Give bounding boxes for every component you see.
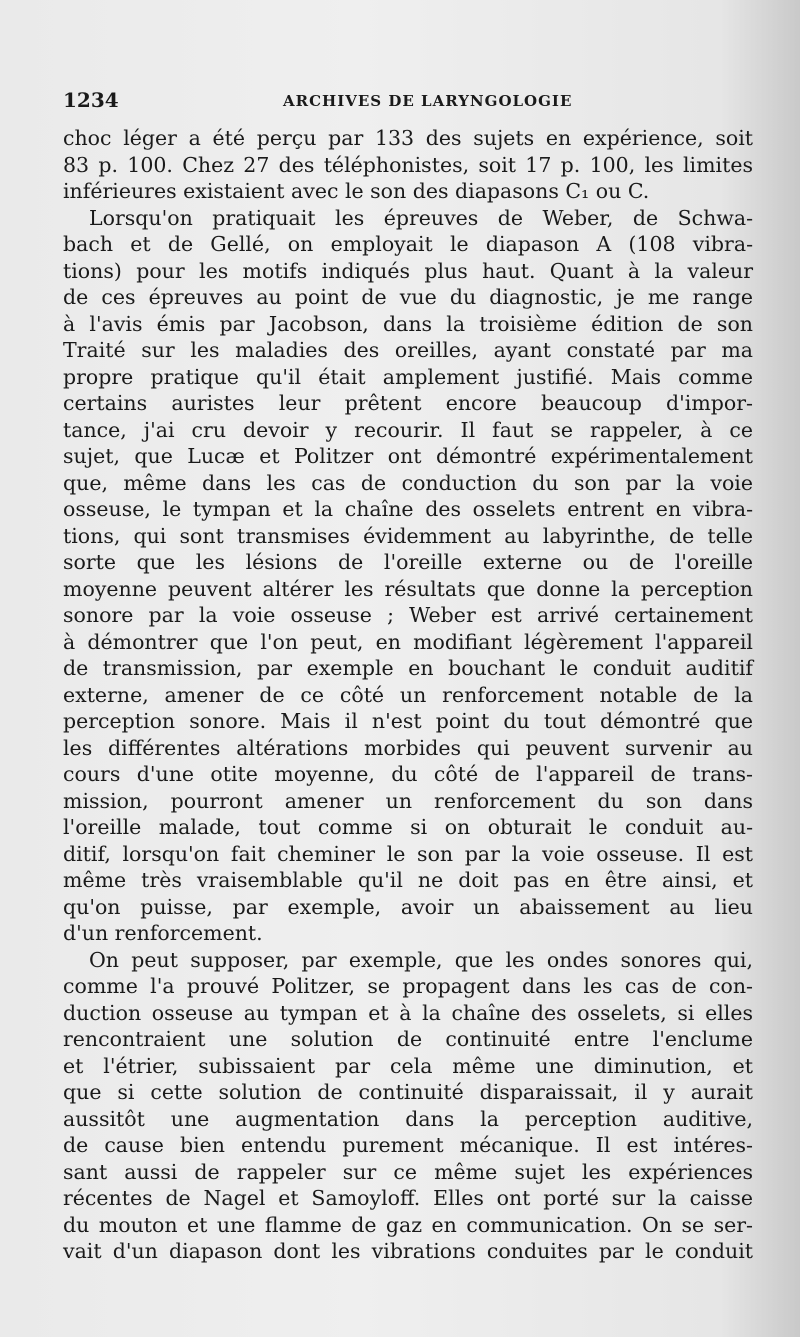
text-line: récentes de Nagel et Samoyloff. Elles ont porté sur la caisse [63, 1186, 753, 1210]
page-number: 1234 [63, 88, 119, 112]
text-line: Lorsqu'on pratiquait les épreuves de Weber, de Schwa- [89, 205, 753, 230]
text-line: de transmission, par exemple en bouchant le conduit auditif [63, 656, 753, 680]
text-line: de cause bien entendu purement mécanique. Il est intéres- [63, 1133, 753, 1157]
text-line: certains auristes leur prêtent encore beaucoup d'impor- [63, 391, 753, 415]
text-line: sujet, que Lucæ et Politzer ont démontré expérimentalement [63, 444, 753, 468]
text-line: moyenne peuvent altérer les résultats que donne la perception [63, 576, 753, 601]
text-line: inférieures existaient avec le son des diapasons C₁ ou C. [63, 179, 650, 203]
text-line: 83 p. 100. Chez 27 des téléphonistes, soit 17 p. 100, les limites [63, 152, 753, 177]
text-line: comme l'a prouvé Politzer, se propagent dans les cas de con- [63, 974, 753, 998]
text-line: sorte que les lésions de l'oreille externe ou de l'oreille [63, 550, 753, 574]
text-line: les différentes altérations morbides qui peuvent survenir au [63, 735, 753, 760]
text-line: d'un renforcement. [63, 921, 263, 945]
text-line: ditif, lorsqu'on fait cheminer le son par la voie osseuse. Il est [63, 841, 753, 866]
text-line: l'oreille malade, tout comme si on obturait le conduit au- [63, 815, 753, 839]
text-line: tions, qui sont transmises évidemment au labyrinthe, de telle [63, 523, 753, 548]
text-line: rencontraient une solution de continuité entre l'enclume [63, 1027, 753, 1051]
text-line: perception sonore. Mais il n'est point du tout démontré que [63, 709, 753, 733]
text-line: même très vraisemblable qu'il ne doit pas en être ainsi, et [63, 868, 753, 892]
text-line: à l'avis émis par Jacobson, dans la troisième édition de son [63, 311, 753, 336]
text-line: bach et de Gellé, on employait le diapason A (108 vibra- [63, 232, 753, 256]
text-line: tance, j'ai cru devoir y recourir. Il faut se rappeler, à ce [63, 417, 753, 442]
text-line: cours d'une otite moyenne, du côté de l'appareil de trans- [63, 762, 753, 786]
text-line: osseuse, le tympan et la chaîne des osselets entrent en vibra- [63, 497, 753, 521]
text-line: mission, pourront amener un renforcement du son dans [63, 788, 753, 813]
text-line: choc léger a été perçu par 133 des sujets en expérience, soit [63, 126, 753, 150]
text-line: aussitôt une augmentation dans la perception auditive, [63, 1106, 753, 1131]
text-line: tions) pour les motifs indiqués plus haut. Quant à la valeur [63, 258, 753, 283]
text-line: propre pratique qu'il était amplement justifié. Mais comme [63, 364, 753, 389]
text-line: que, même dans les cas de conduction du son par la voie [63, 470, 753, 495]
text-line: de ces épreuves au point de vue du diagnostic, je me range [63, 285, 753, 309]
text-line: duction osseuse au tympan et à la chaîne des osselets, si elles [63, 1000, 753, 1025]
text-line: du mouton et une flamme de gaz en communication. On se ser- [63, 1212, 753, 1237]
text-line: Traité sur les maladies des oreilles, ayant constaté par ma [63, 338, 753, 362]
text-line: sonore par la voie osseuse ; Weber est arrivé certainement [63, 603, 753, 627]
text-line: externe, amener de ce côté un renforcement notable de la [63, 682, 753, 707]
text-line: à démontrer que l'on peut, en modifiant légèrement l'appareil [63, 629, 753, 654]
text-line: que si cette solution de continuité disparaissait, il y aurait [63, 1080, 753, 1104]
text-line: et l'étrier, subissaient par cela même une diminution, et [63, 1053, 753, 1078]
page-header [63, 84, 753, 114]
text-line: qu'on puisse, par exemple, avoir un abaissement au lieu [63, 894, 753, 919]
text-line: sant aussi de rappeler sur ce même sujet les expériences [63, 1159, 753, 1184]
text-line: vait d'un diapason dont les vibrations conduites par le conduit [63, 1239, 753, 1263]
text-line: On peut supposer, par exemple, que les ondes sonores qui, [89, 947, 753, 972]
body-text [63, 125, 753, 1265]
running-title: ARCHIVES DE LARYNGOLOGIE [283, 92, 573, 110]
